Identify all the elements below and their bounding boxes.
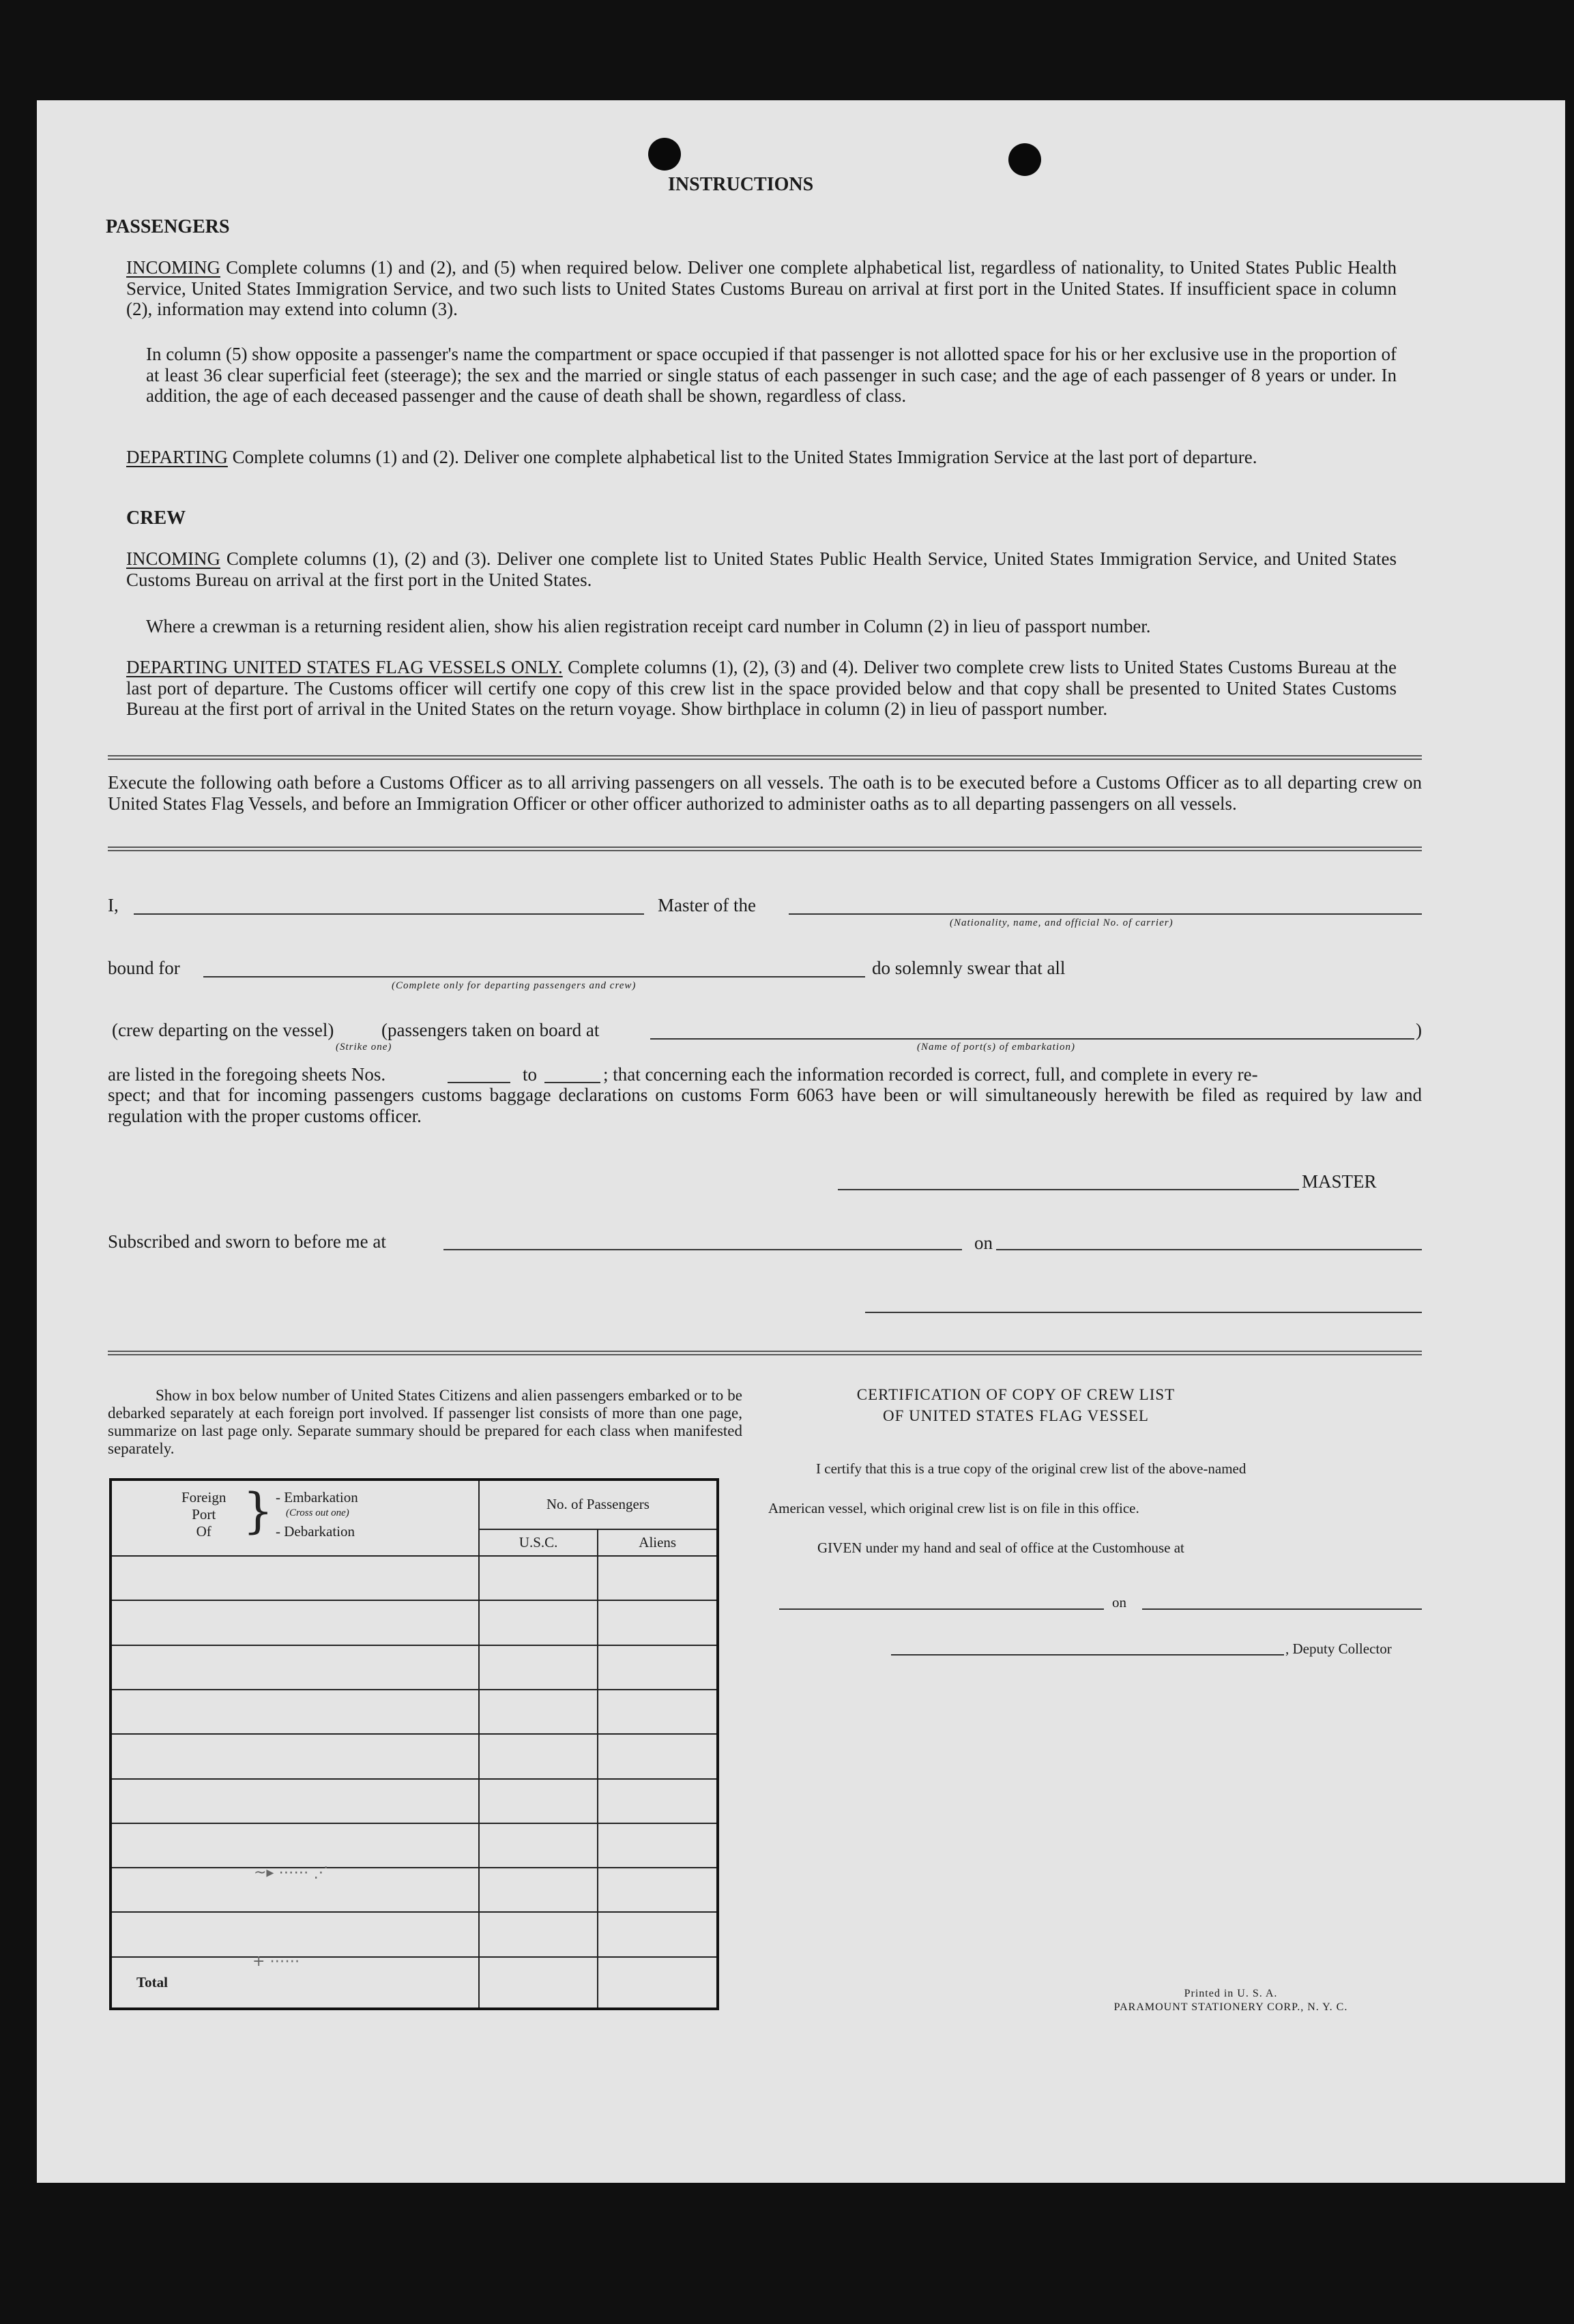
stray-pencil-mark: + ⋯⋯ <box>252 1953 300 1970</box>
table-row <box>111 1734 718 1778</box>
usc-cell[interactable] <box>479 1600 598 1645</box>
bound-for-label: bound for <box>108 958 180 978</box>
passengers-departing-text: Complete columns (1) and (2). Deliver one complete alphabetical list to the United States Immigration Service at the last port of departure. <box>232 447 1257 467</box>
certify-vessel-text: American vessel, which original crew list is on file in this office. <box>768 1500 1139 1516</box>
customhouse-field[interactable] <box>779 1608 1104 1610</box>
passengers-departing-label: DEPARTING <box>126 447 228 467</box>
total-aliens-cell[interactable] <box>598 1957 718 2009</box>
aliens-cell[interactable] <box>598 1734 718 1778</box>
embarkation-port-field[interactable] <box>650 1038 1414 1040</box>
usc-cell[interactable] <box>479 1868 598 1912</box>
carrier-field[interactable] <box>789 913 1422 915</box>
port-cell[interactable] <box>111 1600 479 1645</box>
given-text: GIVEN under my hand and seal of office at the Customhouse at <box>817 1540 1184 1556</box>
subscribed-place-field[interactable] <box>443 1249 962 1250</box>
sheet-to-field[interactable] <box>544 1082 600 1083</box>
listed-continuation: ; that concerning each the information recorded is correct, full, and complete in every re- <box>603 1064 1258 1085</box>
crew-incoming-text: Complete columns (1), (2) and (3). Deliver one complete list to United States Public Health Service, United States Immigration Service, and United States Customs Bureau on arrival at the first port in the United States. <box>126 548 1397 590</box>
oath-intro: Execute the following oath before a Customs Officer as to all arriving passengers on all vessels. The oath is to be executed before a Customs Officer as to all departing crew on United States Flag Vessels, and before an Immigration Officer or other officer authorized to administer oaths as to all departing passengers on all vessels. <box>108 772 1422 814</box>
table-row <box>111 1556 718 1600</box>
port-cell[interactable] <box>111 1645 479 1690</box>
aliens-header: Aliens <box>598 1529 718 1556</box>
master-name-field[interactable] <box>134 913 644 915</box>
oath-i-label: I, <box>108 895 119 915</box>
cert-date-field[interactable] <box>1142 1608 1422 1610</box>
subscribed-label: Subscribed and sworn to before me at <box>108 1231 386 1252</box>
stray-pencil-mark: ~▸ ⋯⋯ ⋰ <box>254 1864 329 1881</box>
bound-for-caption: (Complete only for departing passengers and crew) <box>392 980 637 991</box>
usc-cell[interactable] <box>479 1556 598 1600</box>
deputy-collector-label: , Deputy Collector <box>1285 1641 1392 1657</box>
table-row <box>111 1779 718 1823</box>
listed-to-label: to <box>523 1064 538 1085</box>
crew-heading: CREW <box>126 508 186 529</box>
table-row <box>111 1912 718 1956</box>
master-of-the-label: Master of the <box>658 895 756 915</box>
port-cell[interactable] <box>111 1779 479 1823</box>
passengers-departing-paragraph <box>126 447 1397 468</box>
bound-for-field[interactable] <box>203 976 865 977</box>
deputy-collector-field[interactable] <box>891 1654 1284 1656</box>
form-page <box>37 100 1565 2183</box>
printer-imprint <box>1060 1987 1401 2014</box>
certify-text: I certify that this is a true copy of the original crew list of the above-named <box>816 1460 1247 1477</box>
usc-cell[interactable] <box>479 1912 598 1956</box>
close-paren: ) <box>1416 1020 1422 1040</box>
port-cell[interactable] <box>111 1734 479 1778</box>
passengers-incoming-paragraph <box>126 257 1397 320</box>
aliens-cell[interactable] <box>598 1556 718 1600</box>
embarkation-port-caption: (Name of port(s) of embarkation) <box>917 1042 1075 1053</box>
usc-header: U.S.C. <box>479 1529 598 1556</box>
listed-label: are listed in the foregoing sheets Nos. <box>108 1064 386 1085</box>
passengers-taken-option[interactable]: (passengers taken on board at <box>381 1020 600 1040</box>
certification-title-line2: OF UNITED STATES FLAG VESSEL <box>883 1407 1149 1424</box>
port-label: Port <box>192 1506 216 1523</box>
port-header-cell <box>111 1480 479 1556</box>
cross-out-caption: (Cross out one) <box>286 1507 349 1518</box>
aliens-cell[interactable] <box>598 1690 718 1734</box>
listed-rest: spect; and that for incoming passengers customs baggage declarations on customs Form 6063 have been or will simultaneously herewith be filed as required by law and regulation with the proper customs officer. <box>108 1085 1422 1126</box>
officer-signature-field[interactable] <box>865 1312 1422 1313</box>
aliens-cell[interactable] <box>598 1912 718 1956</box>
of-label: Of <box>196 1523 212 1540</box>
carrier-caption: (Nationality, name, and official No. of carrier) <box>950 917 1174 928</box>
foreign-port-of-label <box>181 1489 226 1540</box>
printed-in-usa: Printed in U. S. A. <box>1184 1988 1278 1999</box>
total-label: Total <box>111 1957 479 2009</box>
usc-cell[interactable] <box>479 1690 598 1734</box>
port-cell[interactable] <box>111 1690 479 1734</box>
passenger-summary-table <box>109 1478 719 2010</box>
page-title: INSTRUCTIONS <box>668 174 814 195</box>
column5-paragraph: In column (5) show opposite a passenger's name the compartment or space occupied if that passenger is not allotted space for his or her exclusive use in the proportion of at least 36 clear superficial feet (steerage); the sex and the married or single status of each passenger in such case; and the age of each passenger of 8 years or under. In addition, the age of each deceased passenger and the cause of death shall be shown, regardless of class. <box>146 344 1397 406</box>
aliens-cell[interactable] <box>598 1779 718 1823</box>
usc-cell[interactable] <box>479 1734 598 1778</box>
punch-hole-right <box>1008 143 1041 176</box>
subscribed-date-field[interactable] <box>996 1249 1422 1250</box>
divider-1 <box>108 755 1422 760</box>
usc-cell[interactable] <box>479 1645 598 1690</box>
table-row <box>111 1600 718 1645</box>
divider-2 <box>108 847 1422 851</box>
aliens-cell[interactable] <box>598 1868 718 1912</box>
printer-name: PARAMOUNT STATIONERY CORP., N. Y. C. <box>1113 2001 1348 2013</box>
sheet-from-field[interactable] <box>448 1082 510 1083</box>
crew-departing-label: DEPARTING UNITED STATES FLAG VESSELS ONLY. <box>126 657 563 677</box>
usc-cell[interactable] <box>479 1779 598 1823</box>
aliens-cell[interactable] <box>598 1823 718 1868</box>
certification-title <box>821 1384 1210 1426</box>
table-row <box>111 1690 718 1734</box>
usc-cell[interactable] <box>479 1823 598 1868</box>
debarkation-option[interactable]: - Debarkation <box>276 1523 355 1540</box>
crew-alien-paragraph: Where a crewman is a returning resident alien, show his alien registration receipt card number in Column (2) in lieu of passport number. <box>146 616 1151 636</box>
certification-title-line1: CERTIFICATION OF COPY OF CREW LIST <box>856 1386 1176 1403</box>
crew-departing-option[interactable]: (crew departing on the vessel) <box>112 1020 334 1040</box>
crew-departing-paragraph <box>126 657 1397 720</box>
cert-on-label: on <box>1112 1594 1126 1610</box>
master-signature-field[interactable] <box>838 1189 1299 1190</box>
summary-note: Show in box below number of United States Citizens and alien passengers embarked or to be debarked separately at each foreign port involved. If passenger list consists of more than one page, summarize on last page only. Separate summary should be prepared for each class when manifested separately. <box>108 1387 742 1457</box>
table-row <box>111 1868 718 1912</box>
crew-incoming-label: INCOMING <box>126 548 220 569</box>
port-cell[interactable] <box>111 1556 479 1600</box>
crew-incoming-paragraph <box>126 548 1397 590</box>
foreign-label: Foreign <box>181 1489 227 1505</box>
subscribed-on-label: on <box>974 1233 993 1253</box>
crew-departing-text: Complete columns (1), (2), (3) and (4). Deliver two complete crew lists to United States Customs Bureau at the last port of departure. The Customs officer will certify one copy of this crew list in the space provided below and that copy shall be presented to United States Customs Bureau at the first port of arrival in the United States on the return voyage. Show birthplace in column (2) in lieu of passport number. <box>126 657 1397 719</box>
aliens-cell[interactable] <box>598 1600 718 1645</box>
brace-icon: } <box>243 1483 274 1539</box>
no-of-passengers-header: No. of Passengers <box>479 1480 718 1529</box>
aliens-cell[interactable] <box>598 1645 718 1690</box>
table-row <box>111 1645 718 1690</box>
swear-label: do solemnly swear that all <box>872 958 1066 978</box>
passengers-incoming-text: Complete columns (1) and (2), and (5) when required below. Deliver one complete alphabetical list, regardless of nationality, to United States Public Health Service, United States Immigration Service, and two such lists to United States Customs Bureau on arrival at first port in the United States. If insufficient space in column (2), information may extend into column (3). <box>126 257 1397 319</box>
divider-3 <box>108 1351 1422 1355</box>
embarkation-option[interactable]: - Embarkation <box>276 1489 358 1505</box>
table-row <box>111 1823 718 1868</box>
punch-hole-left <box>648 138 681 171</box>
total-usc-cell[interactable] <box>479 1957 598 2009</box>
passengers-incoming-label: INCOMING <box>126 257 220 278</box>
master-signature-label: MASTER <box>1302 1171 1377 1192</box>
total-row <box>111 1957 718 2009</box>
passengers-heading: PASSENGERS <box>106 216 230 237</box>
port-cell[interactable] <box>111 1823 479 1868</box>
port-cell[interactable] <box>111 1912 479 1956</box>
strike-one-caption: (Strike one) <box>336 1042 392 1053</box>
